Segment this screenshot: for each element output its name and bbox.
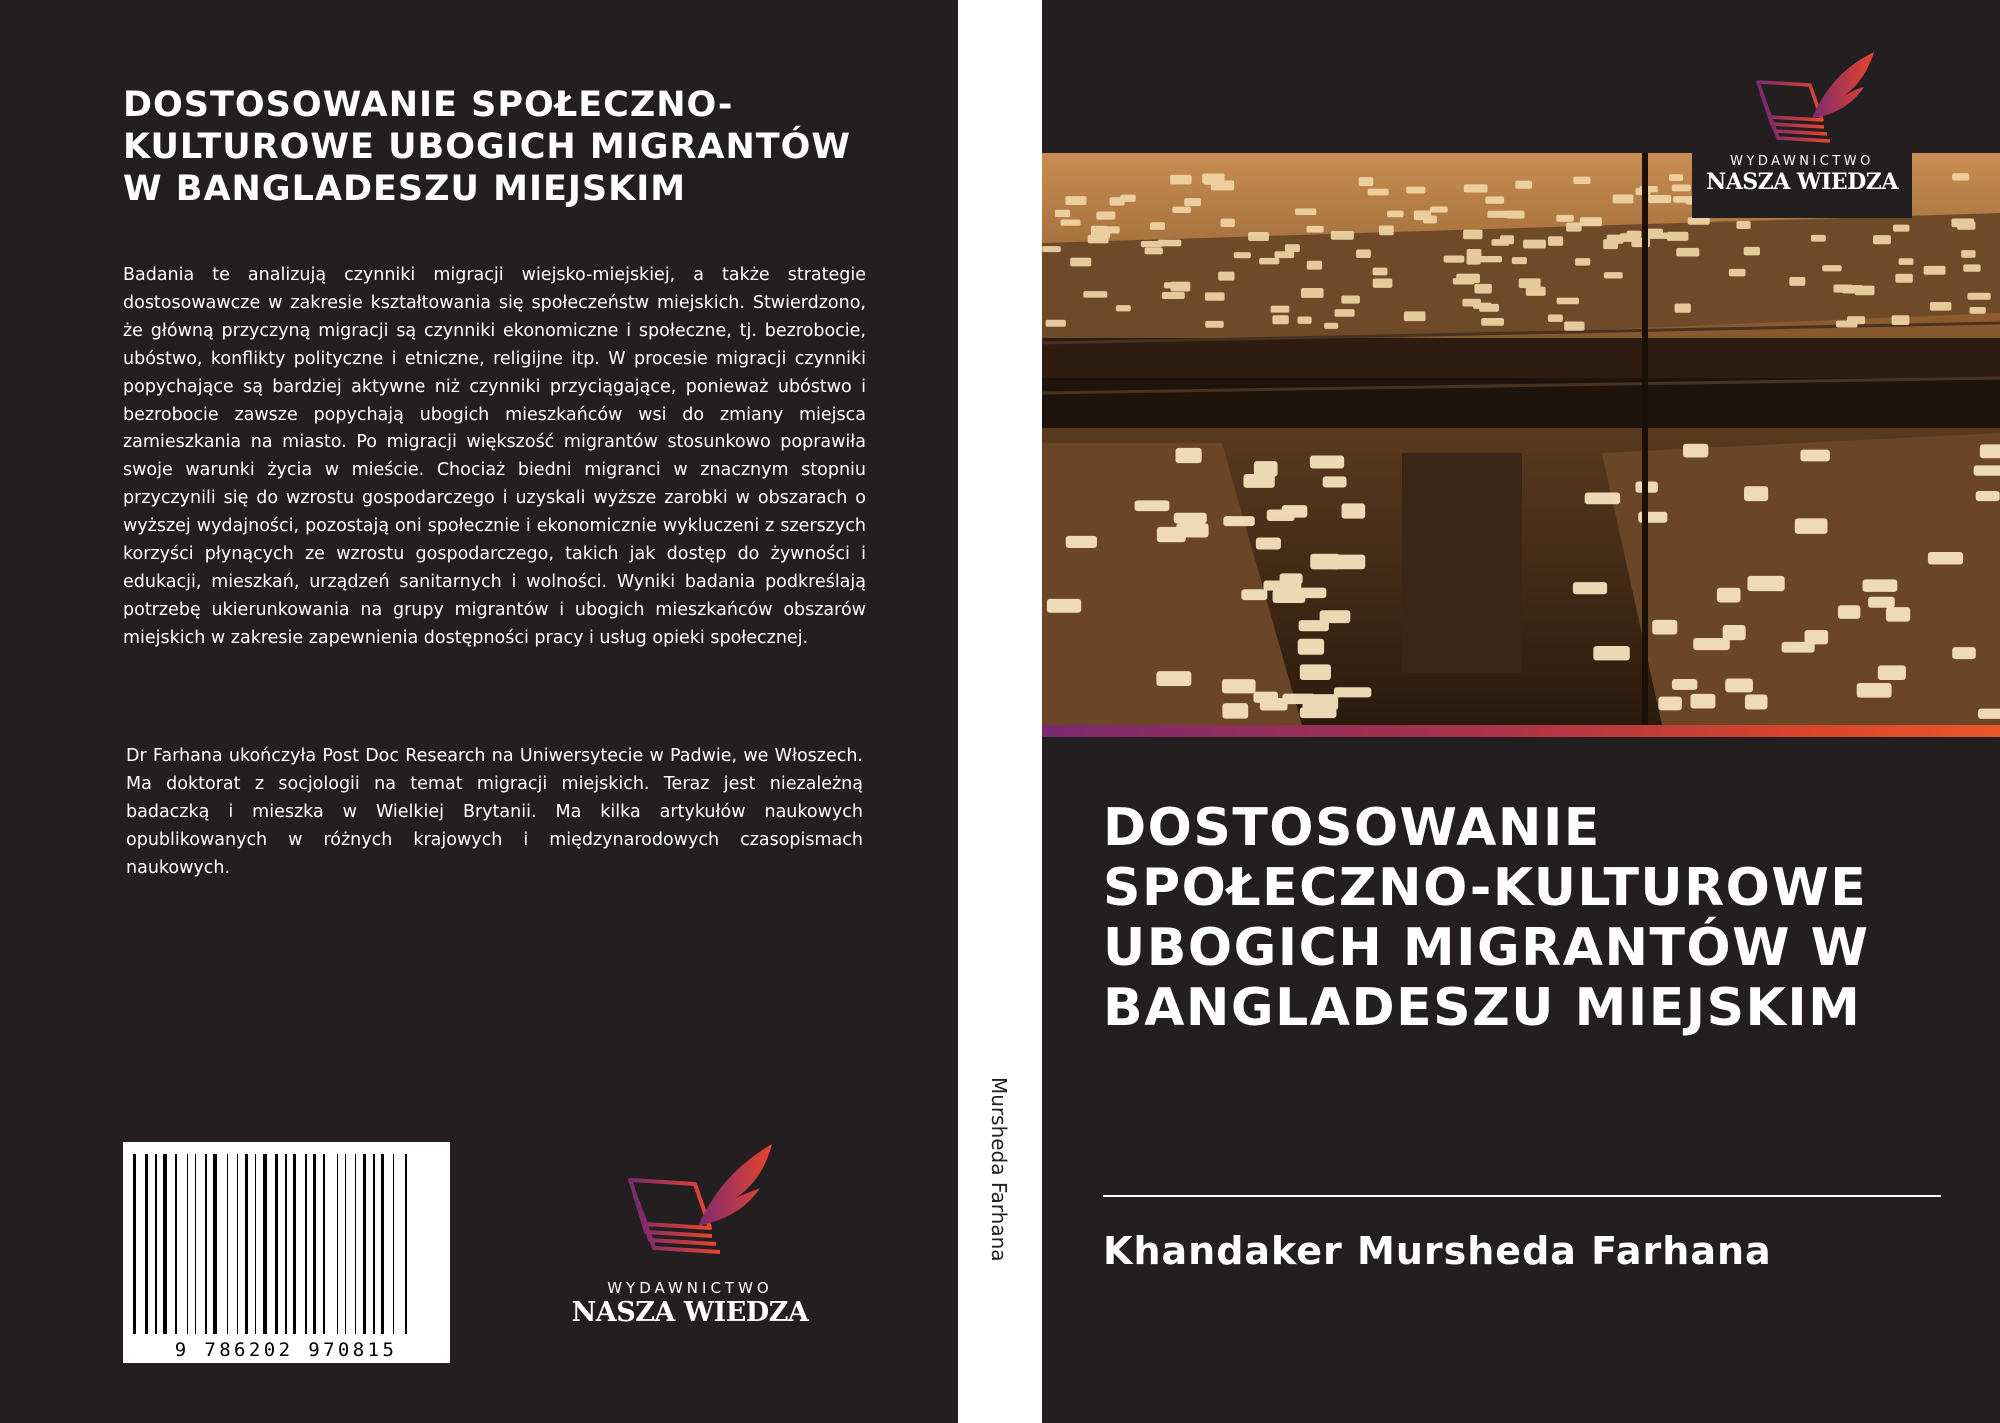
isbn-number: 9 786202 970815 <box>174 1339 398 1361</box>
publisher-name: NASZA WIEDZA <box>1706 169 1898 195</box>
back-publisher-logo <box>560 1140 820 1328</box>
front-cover-author: Khandaker Mursheda Farhana <box>1103 1229 1772 1273</box>
back-cover-title: DOSTOSOWANIE SPOŁECZNO-KULTUROWE UBOGICH MIGRANTÓW W BANGLADESZU MIEJSKIM <box>123 85 852 209</box>
title-divider <box>1103 1195 1941 1197</box>
front-publisher-logo <box>1692 40 1912 218</box>
cover-photo-highway <box>1042 153 2000 725</box>
book-quill-logo-icon <box>1692 40 1912 150</box>
isbn-barcode <box>123 1142 450 1363</box>
front-cover-title: DOSTOSOWANIE SPOŁECZNO-KULTUROWE UBOGICH MIGRANTÓW W BANGLADESZU MIEJSKIM <box>1103 798 1870 1038</box>
accent-stripe <box>1042 725 2000 737</box>
publisher-name: NASZA WIEDZA <box>571 1297 809 1328</box>
barcode-icon <box>123 1142 450 1363</box>
author-bio: Dr Farhana ukończyła Post Doc Research na Uniwersytecie w Padwie, we Włoszech. Ma doktorat z socjologii na temat migracji miejskich. Teraz jest niezależną badaczką i mieszka w Wielkiej Brytanii. Ma kilka artykułów naukowych opublikowanych w różnych krajowych i międzynarodowych czasopismach naukowych. <box>126 746 863 878</box>
spine-author: Mursheda Farhana <box>987 1077 1011 1262</box>
publisher-small-text: WYDAWNICTWO <box>607 1279 773 1297</box>
publisher-small-text: WYDAWNICTWO <box>1730 154 1874 169</box>
book-quill-logo-icon <box>560 1140 820 1275</box>
back-cover-description: Badania te analizują czynniki migracji wiejsko-miejskiej, a także strategie dostosowawcze w zakresie kształtowania się społeczeństw miejskich. Stwierdzono, że główną przyczyną migracji są czynniki ekonomiczne i społeczne, tj. bezrobocie, ubóstwo, konflikty polityczne i etniczne, religijne itp. W procesie migracji czynniki popychające są bardziej aktywne niż czynniki przyciągające, ponieważ ubóstwo i bezrobocie zawsze popychają ubogich mieszkańców wsi do zmiany miejsca zamieszkania na miasto. Po migracji większość migrantów stosunkowo poprawiła swoje warunki życia w mieście. Chociaż biedni migranci w znacznym stopniu przyczynili się do wzrostu gospodarczego i uzyskali wyższe zarobki w obszarach o wyższej wydajności, pozostają oni społecznie i ekonomicznie wykluczeni z szerszych korzyści płynących ze wzrostu gospodarczego, takich jak dostęp do żywności i edukacji, mieszkań, urządzeń sanitarnych i wolności. Wyniki badania podkreślają potrzebę ukierunkowania na grupy migrantów i ubogich mieszkańców obszarów miejskich w zakresie zapewnienia dostępności pracy i usług opieki społecznej. <box>123 265 866 648</box>
